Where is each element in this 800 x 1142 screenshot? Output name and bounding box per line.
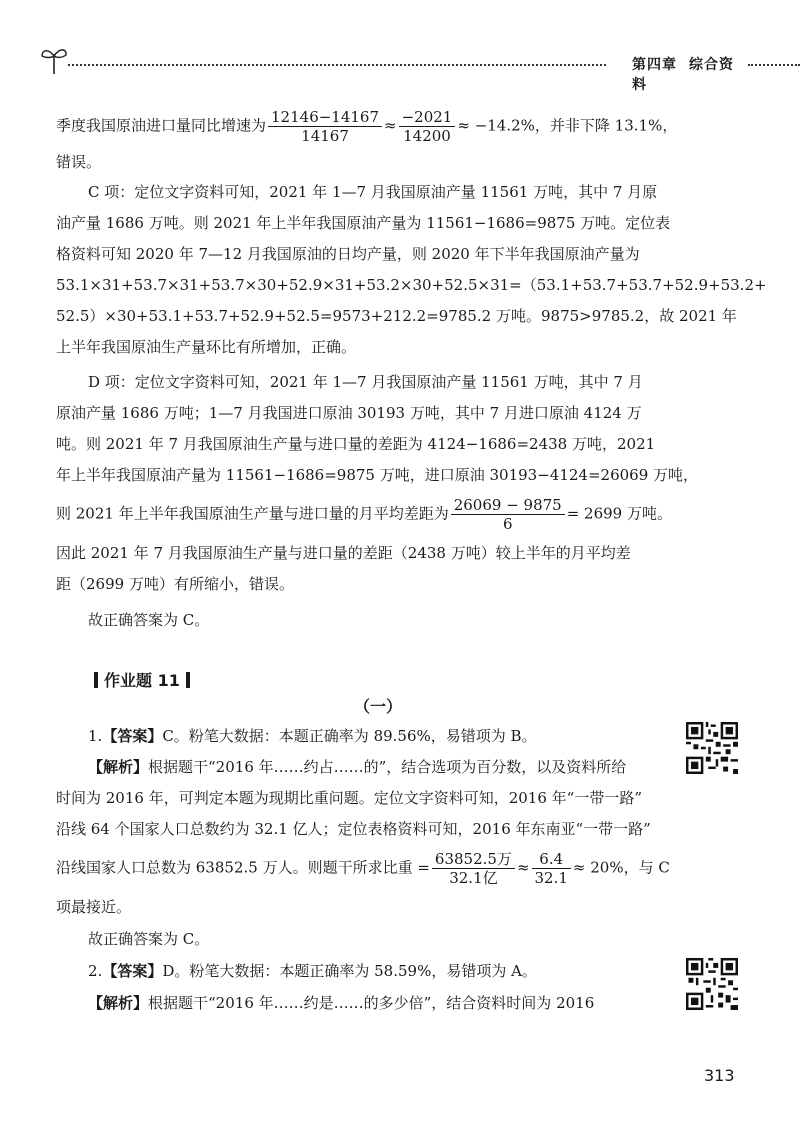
page-number: 313: [704, 1066, 735, 1085]
section-title-text: 作业题 11: [104, 671, 180, 690]
c-line-3: 格资料可知 2020 年 7—12 月我国原油的日均产量，则 2020 年下半年我国原油产量为: [56, 245, 640, 263]
chapter-title: 综合资料: [632, 57, 734, 93]
bar-left: [94, 672, 98, 688]
running-header: [40, 44, 760, 93]
qr-code-q2[interactable]: [686, 958, 738, 1010]
d-line-5: [56, 496, 672, 533]
numerator: 63852.5万: [432, 850, 515, 869]
text: = 2699 万吨。: [566, 504, 672, 523]
d-line-7: 距（2699 万吨）有所缩小，错误。: [56, 575, 294, 593]
d-line-4: 年上半年我国原油产量为 11561−1686=9875 万吨，进口原油 30193−4124=26069 万吨，: [56, 466, 699, 484]
answer-text: C。粉笔大数据：本题正确率为 89.56%，易错项为 B。: [162, 727, 537, 745]
answer-tag: 【答案】: [102, 727, 163, 745]
c-line-1: C 项：定位文字资料可知，2021 年 1—7 月我国原油产量 11561 万吨，其中 7 月原: [88, 183, 658, 201]
fraction: [532, 850, 571, 887]
d-line-2: 原油产量 1686 万吨；1—7 月我国进口原油 30193 万吨，其中 7 月进口原油 4124 万: [56, 404, 642, 422]
text: 则 2021 年上半年我国原油生产量与进口量的月平均差距为: [56, 504, 449, 523]
c-line-6: 上半年我国原油生产量环比有所增加，正确。: [56, 338, 357, 356]
analysis-tag: 【解析】: [88, 758, 149, 776]
denominator: 32.1亿: [449, 869, 498, 887]
numerator: −2021: [399, 108, 456, 127]
text: 根据题干“2016 年……约是……的多少倍”，结合资料时间为 2016: [148, 994, 595, 1012]
p1-line-2: 错误。: [56, 153, 102, 171]
text: 季度我国原油进口量同比增速为: [56, 116, 267, 135]
fraction: [451, 496, 565, 533]
header-rule-right: [748, 64, 800, 66]
answer-text: D。粉笔大数据：本题正确率为 58.59%，易错项为 A。: [162, 962, 537, 980]
c-line-4: 53.1×31+53.7×31+53.7×30+52.9×31+53.2×30+52.5×31=（53.1+53.7+53.7+52.9+53.2+: [56, 276, 767, 294]
answer-tag: 【答案】: [102, 962, 163, 980]
d-line-3: 吨。则 2021 年 7 月我国原油生产量与进口量的差距为 4124−1686=2438 万吨，2021: [56, 435, 656, 453]
q1-line-2: 时间为 2016 年，可判定本题为现期比重问题。定位文字资料可知，2016 年“一带一路”: [56, 789, 642, 807]
q2-analysis-line-1: [88, 993, 594, 1013]
qr-code-q1[interactable]: [686, 722, 738, 774]
text: 沿线国家人口总数为 63852.5 万人。则题干所求比重 =: [56, 858, 430, 877]
text: 根据题干“2016 年……约占……的”，结合选项为百分数，以及资料所给: [148, 758, 627, 776]
q1-answer-line: [88, 726, 537, 746]
question-number: 1.: [88, 727, 103, 745]
analysis-tag: 【解析】: [88, 994, 149, 1012]
denominator: 14167: [301, 127, 349, 145]
sprout-icon: [40, 44, 68, 76]
approx-sign: ≈: [384, 116, 397, 135]
denominator: 14200: [403, 127, 451, 145]
bar-right: [186, 672, 190, 688]
section-title: [88, 668, 196, 691]
answer-line: 故正确答案为 C。: [88, 611, 210, 629]
q1-line-5: 项最接近。: [56, 898, 132, 916]
text: ≈ −14.2%，并非下降 13.1%，: [457, 116, 678, 135]
d-line-6: 因此 2021 年 7 月我国原油生产量与进口量的差距（2438 万吨）较上半年的月平均差: [56, 544, 631, 562]
text: ≈ 20%，与 C: [572, 858, 670, 877]
denominator: 32.1: [534, 869, 568, 887]
q1-line-3: 沿线 64 个国家人口总数约为 32.1 亿人；定位表格资料可知，2016 年东南亚“一带一路”: [56, 820, 651, 838]
q1-line-4: [56, 850, 670, 887]
c-line-5: 52.5）×30+53.1+53.7+52.9+52.5=9573+212.2=9785.2 万吨。9875>9785.2，故 2021 年: [56, 307, 737, 325]
chapter-number: 第四章: [632, 57, 677, 73]
numerator: 6.4: [532, 850, 571, 869]
fraction: [399, 108, 456, 145]
d-line-1: D 项：定位文字资料可知，2021 年 1—7 月我国原油产量 11561 万吨，其中 7 月: [88, 373, 643, 391]
numerator: 12146−14167: [268, 108, 382, 127]
chapter-label: [632, 54, 760, 94]
fraction: [268, 108, 382, 145]
denominator: 6: [502, 515, 513, 533]
subsection-title: （一）: [354, 697, 403, 716]
question-number: 2.: [88, 962, 103, 980]
q1-final: 故正确答案为 C。: [88, 930, 210, 948]
fraction: [432, 850, 515, 887]
p1-line-1: [56, 108, 677, 145]
approx-sign: ≈: [516, 858, 530, 877]
numerator: 26069 − 9875: [451, 496, 565, 515]
q1-analysis-line-1: [88, 757, 626, 777]
c-line-2: 油产量 1686 万吨。则 2021 年上半年我国原油产量为 11561−1686=9875 万吨。定位表: [56, 214, 671, 232]
q2-answer-line: [88, 961, 537, 981]
header-rule: [68, 64, 606, 66]
